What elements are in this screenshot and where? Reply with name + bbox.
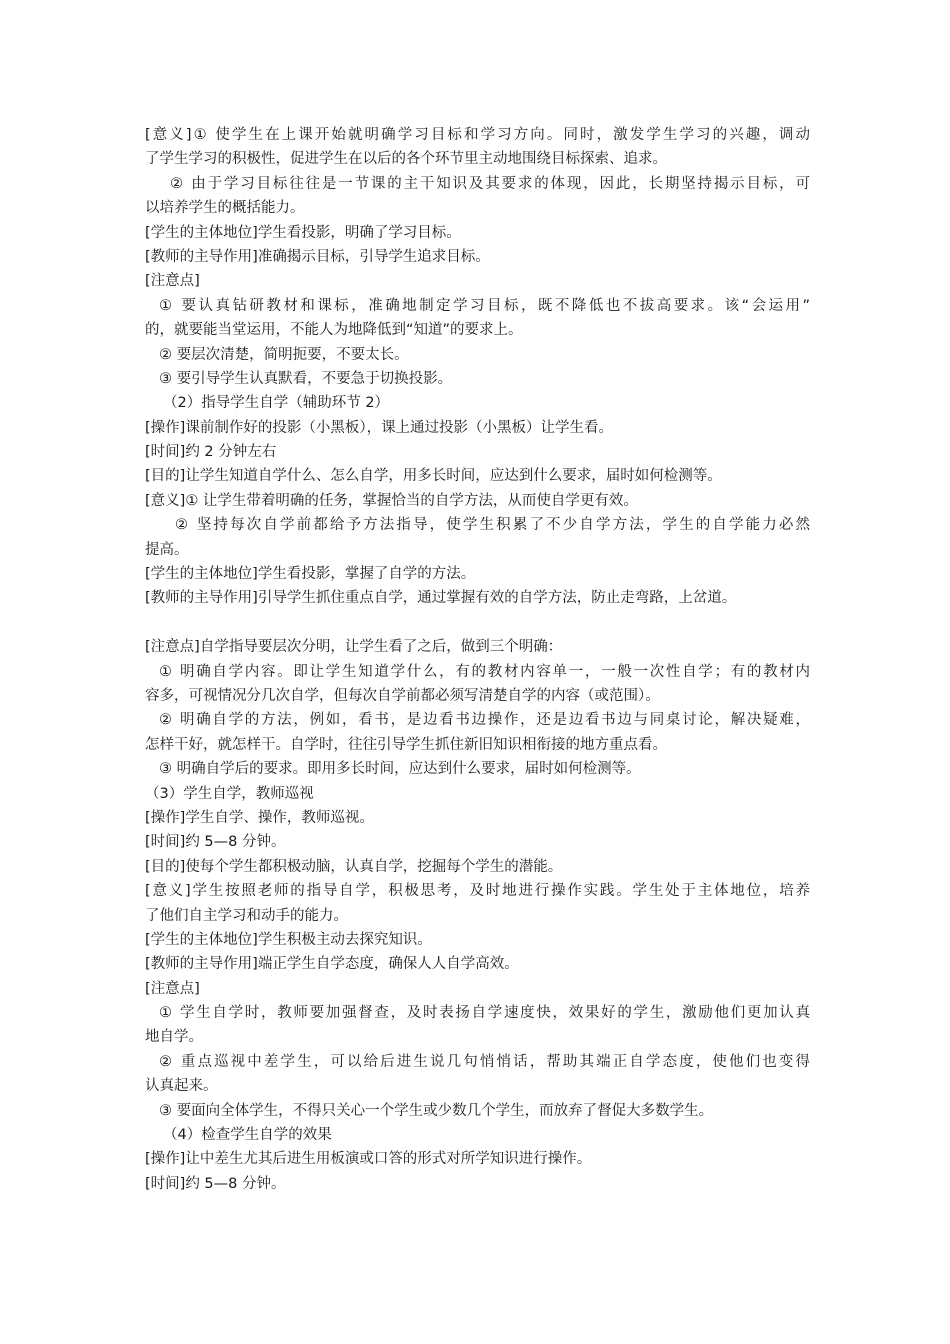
text-line: [145, 562, 810, 586]
text-line: [145, 1172, 810, 1196]
line-text: [意义]① 让学生带着明确的任务，掌握恰当的自学方法，从而使自学更有效。: [145, 492, 638, 509]
line-text: ③ 要引导学生认真默看，不要急于切换投影。: [159, 370, 453, 387]
line-text: [学生的主体地位]学生积极主动去探究知识。: [145, 931, 432, 948]
line-text: [注意点]: [145, 273, 200, 290]
line-text: [意义]① 使学生在上课开始就明确学习目标和学习方向。同时，激发学生学习的兴趣，调动: [145, 127, 810, 143]
text-line: [145, 855, 810, 879]
text-line: [145, 952, 810, 976]
text-line: [145, 294, 810, 318]
text-line: [145, 1025, 810, 1049]
line-text: ② 明确自学的方法，例如，看书，是边看书边操作，还是边看书边与同桌讨论，解决疑难，: [159, 712, 810, 729]
text-line: [145, 879, 810, 903]
document-body: [145, 123, 810, 1196]
line-text: 地自学。: [145, 1029, 203, 1046]
line-text: ① 学生自学时，教师要加强督查，及时表扬自学速度快，效果好的学生，激励他们更加认真: [159, 1005, 810, 1022]
text-line: [145, 684, 810, 708]
text-line: [145, 513, 810, 537]
text-line: [145, 586, 810, 610]
text-line: [145, 1050, 810, 1074]
line-text: [操作]学生自学、操作，教师巡视。: [145, 809, 374, 826]
line-text: [操作]课前制作好的投影（小黑板），课上通过投影（小黑板）让学生看。: [145, 419, 614, 436]
text-line: [145, 806, 810, 830]
text-line: [145, 147, 810, 171]
line-text: （4）检查学生自学的效果: [163, 1127, 332, 1144]
text-line: [145, 708, 810, 732]
line-text: （2）指导学生自学（辅助环节 2）: [163, 395, 390, 412]
line-text: [教师的主导作用]准确揭示目标，引导学生追求目标。: [145, 248, 490, 265]
text-line: [145, 245, 810, 269]
line-text: ① 明确自学内容。即让学生知道学什么，有的教材内容单一，一般一次性自学；有的教材内: [159, 663, 810, 680]
line-text: [时间]约 5—8 分钟。: [145, 834, 286, 851]
text-line: [145, 977, 810, 1001]
line-text: [操作]让中差生尤其后进生用板演或口答的形式对所学知识进行操作。: [145, 1151, 592, 1168]
line-text: [时间]约 5—8 分钟。: [145, 1175, 286, 1192]
text-line: [145, 269, 810, 293]
text-line: [145, 782, 810, 806]
blank-line: [145, 611, 810, 635]
line-text: [教师的主导作用]引导学生抓住重点自学，通过掌握有效的自学方法，防止走弯路，上岔道。: [145, 590, 737, 607]
line-text: 提高。: [145, 541, 189, 558]
line-text: [时间]约 2 分钟左右: [145, 444, 277, 461]
line-text: 认真起来。: [145, 1078, 218, 1095]
text-line: [145, 928, 810, 952]
line-text: 怎样干好，就怎样干。自学时，往往引导学生抓住新旧知识相衔接的地方重点看。: [145, 736, 667, 753]
line-text: [注意点]: [145, 980, 200, 997]
text-line: [145, 464, 810, 488]
text-line: [145, 391, 810, 415]
text-line: [145, 416, 810, 440]
text-line: [145, 1001, 810, 1025]
text-line: [145, 538, 810, 562]
text-line: [145, 904, 810, 928]
text-line: [145, 1099, 810, 1123]
text-line: [145, 1147, 810, 1171]
text-line: [145, 196, 810, 220]
line-text: 容多，可视情况分几次自学，但每次自学前都必须写清楚自学的内容（或范围）。: [145, 687, 660, 704]
line-text: 以培养学生的概括能力。: [145, 200, 305, 217]
text-line: [145, 318, 810, 342]
text-line: [145, 489, 810, 513]
text-line: [145, 733, 810, 757]
line-text: 了他们自主学习和动手的能力。: [145, 907, 348, 924]
text-line: [145, 1074, 810, 1098]
text-line: [145, 123, 810, 147]
text-line: [145, 757, 810, 781]
line-text: [注意点]自学指导要层次分明，让学生看了之后，做到三个明确：: [145, 639, 563, 656]
text-line: [145, 440, 810, 464]
line-text: ② 由于学习目标往往是一节课的主干知识及其要求的体现，因此，长期坚持揭示目标，可: [170, 175, 810, 192]
line-text: [目的]使每个学生都积极动脑，认真自学，挖掘每个学生的潜能。: [145, 858, 563, 875]
text-line: [145, 343, 810, 367]
line-text: [目的]让学生知道自学什么、怎么自学，用多长时间，应达到什么要求，届时如何检测等。: [145, 468, 722, 485]
text-line: [145, 221, 810, 245]
line-text: ③ 要面向全体学生，不得只关心一个学生或少数几个学生，而放弃了督促大多数学生。: [159, 1102, 714, 1119]
text-line: [145, 635, 810, 659]
text-line: [145, 830, 810, 854]
line-text: ② 重点巡视中差学生，可以给后进生说几句悄悄话，帮助其端正自学态度，使他们也变得: [159, 1053, 810, 1070]
line-text: [意义]学生按照老师的指导自学，积极思考，及时地进行操作实践。学生处于主体地位，培养: [145, 883, 810, 900]
line-text: ③ 明确自学后的要求。即用多长时间，应达到什么要求，届时如何检测等。: [159, 761, 641, 778]
line-text: ② 坚持每次自学前都给予方法指导，使学生积累了不少自学方法，学生的自学能力必然: [175, 517, 810, 534]
line-text: （3）学生自学，教师巡视: [145, 785, 314, 802]
text-line: [145, 660, 810, 684]
line-text: ② 要层次清楚，简明扼要，不要太长。: [159, 346, 409, 363]
line-text: [学生的主体地位]学生看投影，掌握了自学的方法。: [145, 566, 476, 583]
line-text: ① 要认真钻研教材和课标，准确地制定学习目标，既不降低也不拔高要求。该“会运用”: [159, 297, 810, 314]
text-line: [145, 1123, 810, 1147]
line-text: [教师的主导作用]端正学生自学态度，确保人人自学高效。: [145, 956, 519, 973]
text-line: [145, 172, 810, 196]
line-text: [学生的主体地位]学生看投影，明确了学习目标。: [145, 224, 461, 241]
line-text: 了学生学习的积极性，促进学生在以后的各个环节里主动地围绕目标探索、追求。: [145, 151, 667, 168]
line-text: 的，就要能当堂运用，不能人为地降低到“知道”的要求上。: [145, 322, 523, 339]
text-line: [145, 367, 810, 391]
